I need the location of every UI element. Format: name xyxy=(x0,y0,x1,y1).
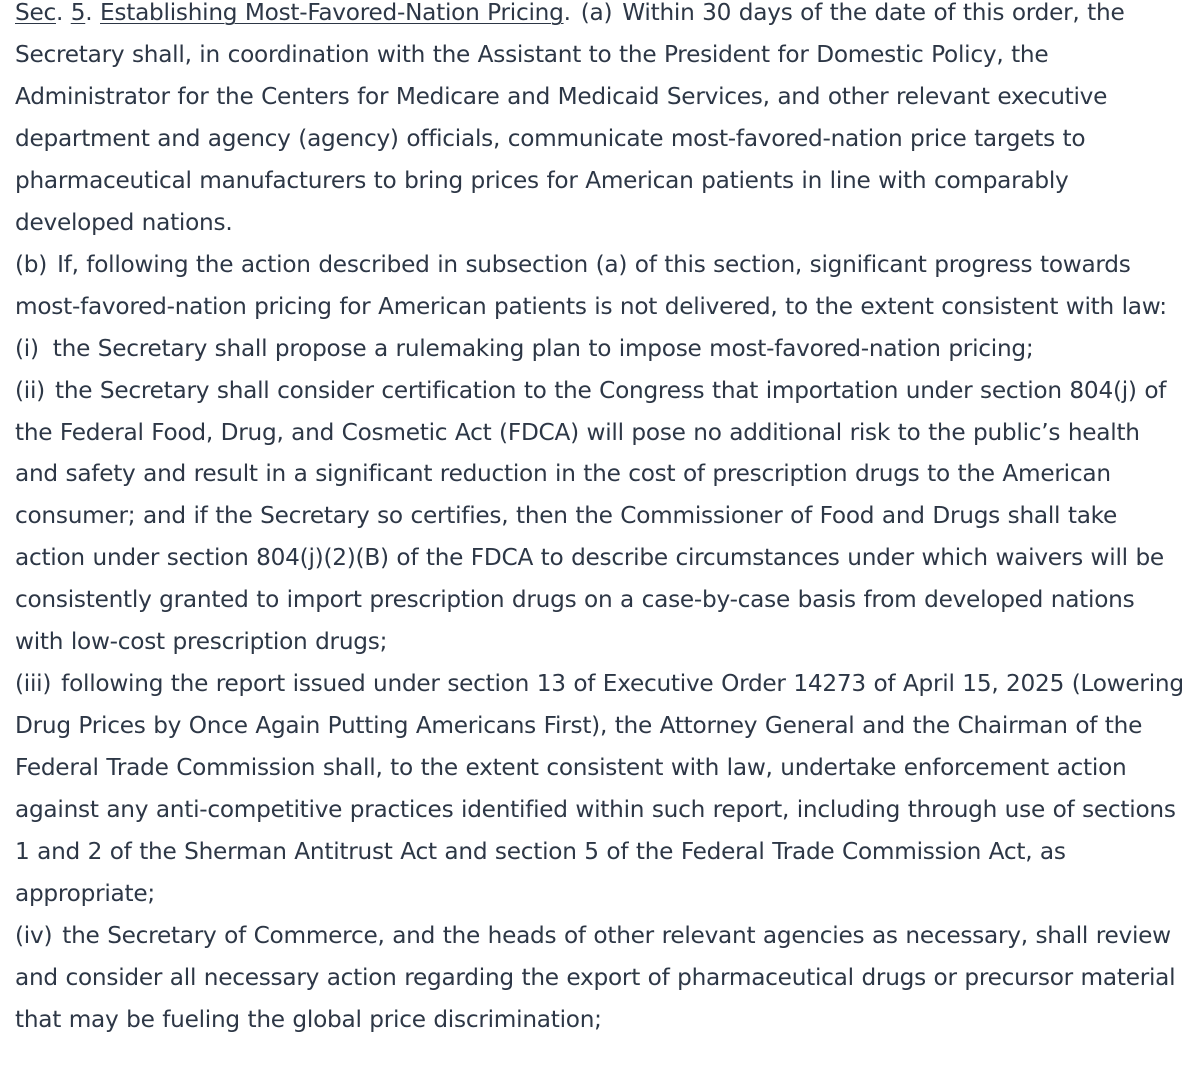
section-prefix: Sec xyxy=(15,0,56,26)
section-title: Establishing Most-Favored-Nation Pricing xyxy=(100,0,564,26)
subsection-b-paragraph xyxy=(15,244,1185,328)
item-iii-text: following the report issued under section 13 of Executive Order 14273 of April 15, 2025 (Lowering Drug Prices by Once Again Putting Americans First), the Attorney General and the Chairman of the Federal Trade Commission shall, to the extent consistent with law, undertake enforcement action against any anti-competitive practices identified within such report, including through use of sections 1 and 2 of the Sherman Antitrust Act and section 5 of the Federal Trade Commission Act, as appropriate; xyxy=(15,670,1184,908)
item-i-text: the Secretary shall propose a rulemaking plan to impose most-favored-nation pricing; xyxy=(52,334,1034,362)
item-ii-text: the Secretary shall consider certification to the Congress that importation under section 804(j) of the Federal Food, Drug, and Cosmetic Act (FDCA) will pose no additional risk to the public’s health and safety and result in a significant reduction in the cost of prescription drugs to the American consumer; and if the Secretary so certifies, then the Commissioner of Food and Drugs shall take action under section 804(j)(2)(B) of the FDCA to describe circumstances under which waivers will be consistently granted to import prescription drugs on a case-by-case basis from developed nations with low-cost prescription drugs; xyxy=(15,376,1167,656)
item-ii-paragraph xyxy=(15,370,1185,664)
section-number: 5 xyxy=(70,0,86,26)
item-iv-label: (iv) xyxy=(15,921,53,949)
item-i-label: (i) xyxy=(15,334,39,362)
subsection-b-text: If, following the action described in subsection (a) of this section, significant progress towards most-favored-nation pricing for American patients is not delivered, to the extent consistent with law: xyxy=(15,250,1167,320)
item-ii-label: (ii) xyxy=(15,376,45,404)
item-iii-label: (iii) xyxy=(15,670,52,698)
item-i-paragraph xyxy=(15,328,1185,370)
subsection-a-text: Within 30 days of the date of this order, the Secretary shall, in coordination with the Assistant to the President for Domestic Policy, the Administrator for the Centers for Medicare and Medicaid Services, and other relevant executive department and agency (agency) officials, communicate most-favored-nation price targets to pharmaceutical manufacturers to bring prices for American patients in line with comparably developed nations. xyxy=(15,0,1125,236)
subsection-b-label: (b) xyxy=(15,250,48,278)
item-iii-paragraph xyxy=(15,663,1185,915)
subsection-a-label: (a) xyxy=(580,0,613,26)
item-iv-paragraph xyxy=(15,915,1185,1041)
item-iv-text: the Secretary of Commerce, and the heads of other relevant agencies as necessary, shall review and consider all necessary action regarding the export of pharmaceutical drugs or precursor material that may be fueling the global price discrimination; xyxy=(15,921,1176,1033)
section-5-paragraph-a: Sec. 5. Establishing Most-Favored-Nation Pricing. (a) Within 30 days of the date of this order, the Secretary shall, in coordination with the Assistant to the President for Domestic Policy, the Administrator for the Centers for Medicare and Medicaid Services, and other relevant executive department and agency (agency) officials, communicate most-favored-nation price targets to pharmaceutical manufacturers to bring prices for American patients in line with comparably developed nations. xyxy=(15,0,1125,236)
